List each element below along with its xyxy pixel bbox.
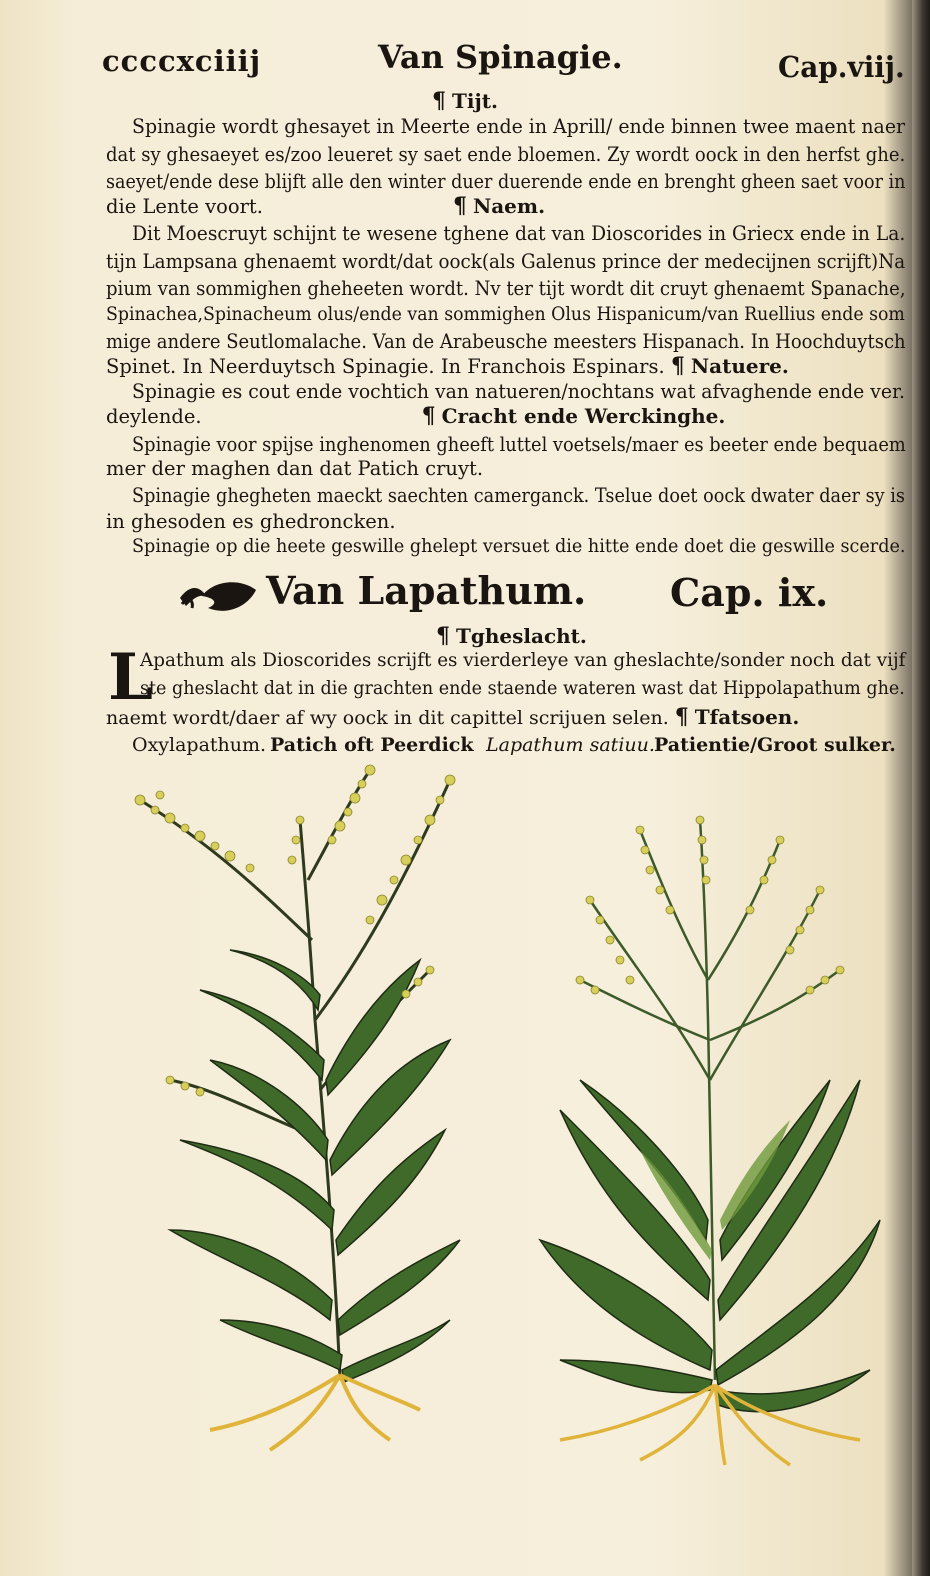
pilcrow-icon: ¶ [452,193,467,219]
text-line: in ghesoden es ghedroncken. [106,510,396,533]
text-line: Apathum als Dioscorides scrijft es vierderleye van gheslachte/sonder noch dat vijf [140,649,906,671]
section-heading-fatsoen: ¶ Tfatsoen. [674,704,800,730]
drop-cap: L [108,640,153,715]
text-line: mer der maghen dan dat Patich cruyt. [106,457,484,480]
leaf-ornament-icon [178,576,258,616]
book-spine [912,0,930,1576]
text-line: mige andere Seutlomalache. Van de Arabeusche meesters Hispanach. In Hoochduytsch [106,330,906,353]
text-line: tijn Lampsana ghenaemt wordt/dat oock(als Galenus prince der medecijnen scrijft)Na [106,250,906,273]
section-heading-tijt: ¶ Tijt. [432,88,498,114]
text-line: saeyet/ende dese blijft alle den winter duer duerende ende en brenght gheen saet voor in [106,170,906,193]
label-left-latin: Oxylapathum. [132,734,267,756]
label-right-dutch: Patientie/Groot sulker. [654,734,896,756]
text-line: pium van sommighen gheheeten wordt. Nv ter tijt wordt dit cruyt ghenaemt Spanache, [106,277,906,300]
text-line: Spinagie es cout ende vochtich van natueren/nochtans wat afvaghende ende ver. [132,380,905,403]
section-heading-cracht: ¶ Cracht ende Werckinghe. [421,403,726,429]
section-heading-natuere: ¶ Natuere. [670,353,789,379]
pilcrow-icon: ¶ [670,353,685,379]
text-line: naemt wordt/daer af wy oock in dit capittel scrijuen selen. ¶ Tfatsoen. [106,704,800,730]
chapter-cap: Cap. ix. [670,570,829,615]
chapter-number: Cap.viij. [778,50,905,84]
lapathum-satiuum-plant-illustration [520,780,900,1470]
oxylapathum-plant-illustration [100,760,480,1460]
label-right-latin: Lapathum satiuu. [486,734,655,756]
text-line: deylende. ¶ Cracht ende Werckinghe. [106,403,726,429]
text-line: Spinagie wordt ghesayet in Meerte ende in Aprill/ ende binnen twee maent naer [132,115,906,138]
pilcrow-icon: ¶ [674,704,689,730]
text-line: Spinagie ghegheten maeckt saechten camerganck. Tselue doet oock dwater daer sy is [132,484,905,507]
pilcrow-icon: ¶ [421,403,436,429]
chapter-title: Van Lapathum. [266,568,587,613]
running-title: Van Spinagie. [378,38,623,76]
text-line: die Lente voort. ¶ Naem. [106,193,546,219]
pilcrow-icon: ¶ [432,88,446,114]
section-heading-naem: ¶ Naem. [452,193,546,219]
section-heading-gheslacht: ¶ Tgheslacht. [436,623,587,649]
text-line: Spinagie voor spijse inghenomen gheeft luttel voetsels/maer es beeter ende bequaem [132,433,906,456]
text-line: Spinagie op die heete geswille ghelept versuet die hitte ende doet die geswille scerde. [132,536,906,557]
text-line: ste gheslacht dat in die grachten ende staende wateren wast dat Hippolapathum ghe. [140,677,905,699]
text-line: dat sy ghesaeyet es/zoo leueret sy saet ende bloemen. Zy wordt oock in den herfst ghe. [106,143,906,166]
label-left-dutch: Patich oft Peerdick [270,734,474,756]
page-number: ccccxciiij [102,44,262,78]
text-line: Spinet. In Neerduytsch Spinagie. In Franchois Espinars. ¶ Natuere. [106,353,789,379]
text-line: Dit Moescruyt schijnt te wesene tghene dat van Dioscorides in Griecx ende in La. [132,222,906,245]
text-line: Spinachea,Spinacheum olus/ende van sommighen Olus Hispanicum/van Ruellius ende som [106,304,905,325]
pilcrow-icon: ¶ [436,623,450,649]
